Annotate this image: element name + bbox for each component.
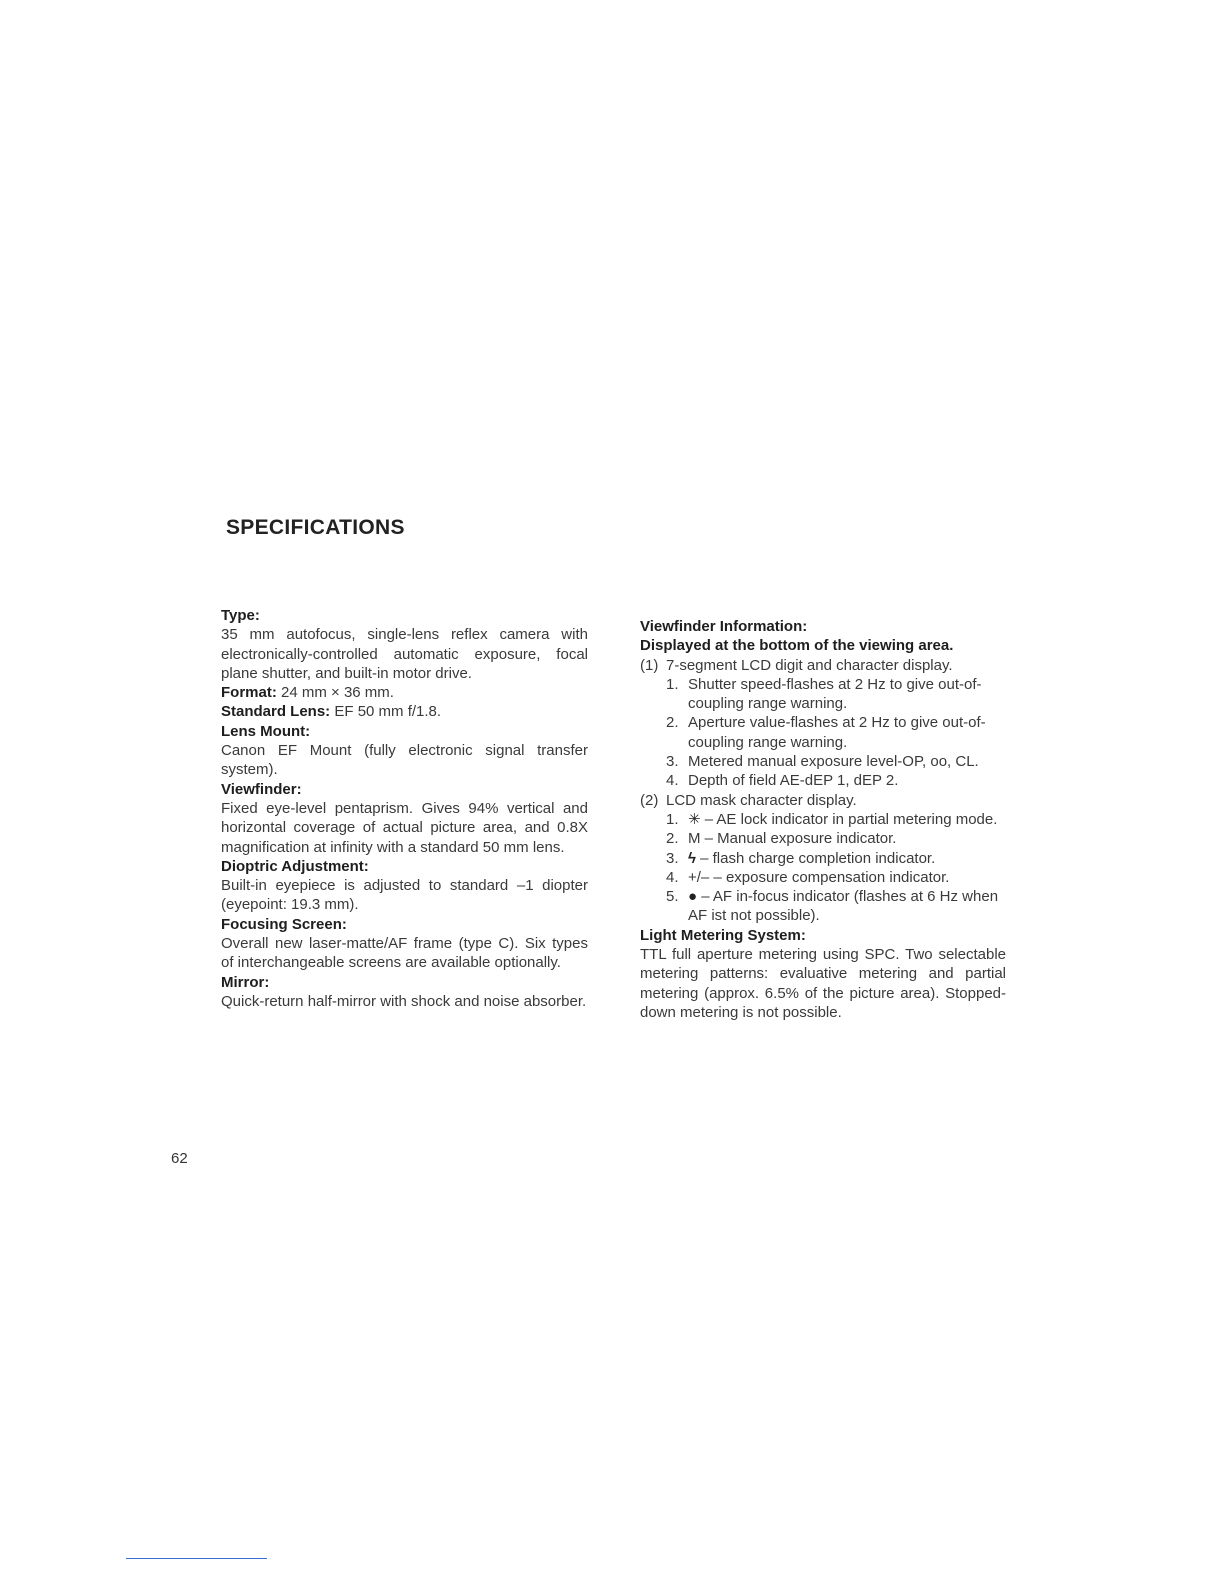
item-number: 2. <box>666 830 679 848</box>
viewfinder-text: Fixed eye-level pentaprism. Gives 94% vertical and horizontal coverage of actual picture area, and 0.8X magnification at infinity with a standard 50 mm lens. <box>221 799 588 856</box>
lcd-mask-display-group <box>640 791 1006 810</box>
mirror-heading: Mirror: <box>221 973 270 991</box>
item-number: 1. <box>666 675 679 693</box>
item-number: 3. <box>666 753 679 771</box>
light-metering-heading: Light Metering System: <box>640 926 806 944</box>
lcd-digit-display-group <box>640 656 1006 675</box>
type-heading: Type: <box>221 607 260 624</box>
viewfinder-info-subheading: Displayed at the bottom of the viewing area. <box>640 637 954 655</box>
list-item <box>640 887 1006 926</box>
group-number: (2) <box>640 791 659 809</box>
page-number: 62 <box>171 1150 188 1167</box>
list-item <box>640 771 1006 790</box>
right-column <box>640 617 1006 1022</box>
standard-lens-label: Standard Lens: <box>221 703 331 721</box>
item-number: 2. <box>666 714 679 732</box>
item-text: Depth of field AE-dEP 1, dEP 2. <box>688 772 899 790</box>
item-text-body: – AF in-focus indicator (flashes at 6 Hz when AF ist not possible). <box>688 888 999 925</box>
item-number: 5. <box>666 888 679 906</box>
item-text-body: – flash charge completion indicator. <box>695 849 936 867</box>
flash-icon: ϟ <box>688 849 696 867</box>
lens-mount-text: Canon EF Mount (fully electronic signal transfer system). <box>221 742 588 779</box>
item-text <box>688 810 1006 829</box>
item-text <box>688 849 1006 868</box>
focus-dot-icon: ● <box>688 888 698 906</box>
viewfinder-heading: Viewfinder: <box>221 780 302 798</box>
item-text: Metered manual exposure level-OP, oo, CL. <box>688 753 979 771</box>
list-item <box>640 713 1006 752</box>
item-text-body: – AE lock indicator in partial metering mode. <box>700 810 998 828</box>
focusing-screen-heading: Focusing Screen: <box>221 915 347 933</box>
group-number: (1) <box>640 656 659 674</box>
list-item <box>640 810 1006 829</box>
item-number: 3. <box>666 849 679 867</box>
focusing-screen-text: Overall new laser-matte/AF frame (type C). Six types of interchangeable screens are available optionally. <box>221 935 588 972</box>
group-text: LCD mask character display. <box>666 791 857 809</box>
lcd-mask-display-list <box>640 810 1006 926</box>
left-column <box>221 606 588 1011</box>
bottom-divider <box>126 1558 267 1559</box>
dioptric-text: Built-in eyepiece is adjusted to standard –1 diopter (eyepoint: 19.3 mm). <box>221 877 588 914</box>
item-text: M – Manual exposure indicator. <box>688 830 897 848</box>
list-item <box>640 868 1006 887</box>
dioptric-heading: Dioptric Adjustment: <box>221 857 369 875</box>
ae-lock-icon: ✳ <box>688 810 701 828</box>
standard-lens-value: EF 50 mm f/1.8. <box>334 703 442 721</box>
light-metering-text: TTL full aperture metering using SPC. Two selectable metering patterns: evaluative metering and partial metering (approx. 6.5% of the picture area). Stopped-down metering is not possible. <box>640 946 1006 1021</box>
item-number: 1. <box>666 810 679 828</box>
mirror-text: Quick-return half-mirror with shock and noise absorber. <box>221 992 587 1010</box>
format-value: 24 mm × 36 mm. <box>281 684 394 702</box>
format-row <box>221 683 588 702</box>
list-item <box>640 849 1006 868</box>
format-label: Format: <box>221 684 277 702</box>
item-text <box>688 887 1006 926</box>
item-text: Aperture value-flashes at 2 Hz to give out-of-coupling range warning. <box>688 714 986 751</box>
item-text: Shutter speed-flashes at 2 Hz to give out-of-coupling range warning. <box>688 675 982 713</box>
lens-mount-heading: Lens Mount: <box>221 722 311 740</box>
list-item <box>640 752 1006 771</box>
group-text: 7-segment LCD digit and character display. <box>666 656 953 674</box>
list-item <box>640 829 1006 848</box>
list-item <box>640 675 1006 714</box>
standard-lens-row <box>221 702 588 721</box>
item-text: +/– – exposure compensation indicator. <box>688 868 950 886</box>
item-number: 4. <box>666 772 679 790</box>
type-text: 35 mm autofocus, single-lens reflex camera with electronically-controlled automatic exposure, focal plane shutter, and built-in motor drive. <box>221 626 588 682</box>
lcd-digit-display-list <box>640 675 1006 791</box>
item-number: 4. <box>666 868 679 886</box>
viewfinder-info-heading: Viewfinder Information: <box>640 618 808 635</box>
page-title: SPECIFICATIONS <box>226 516 405 539</box>
